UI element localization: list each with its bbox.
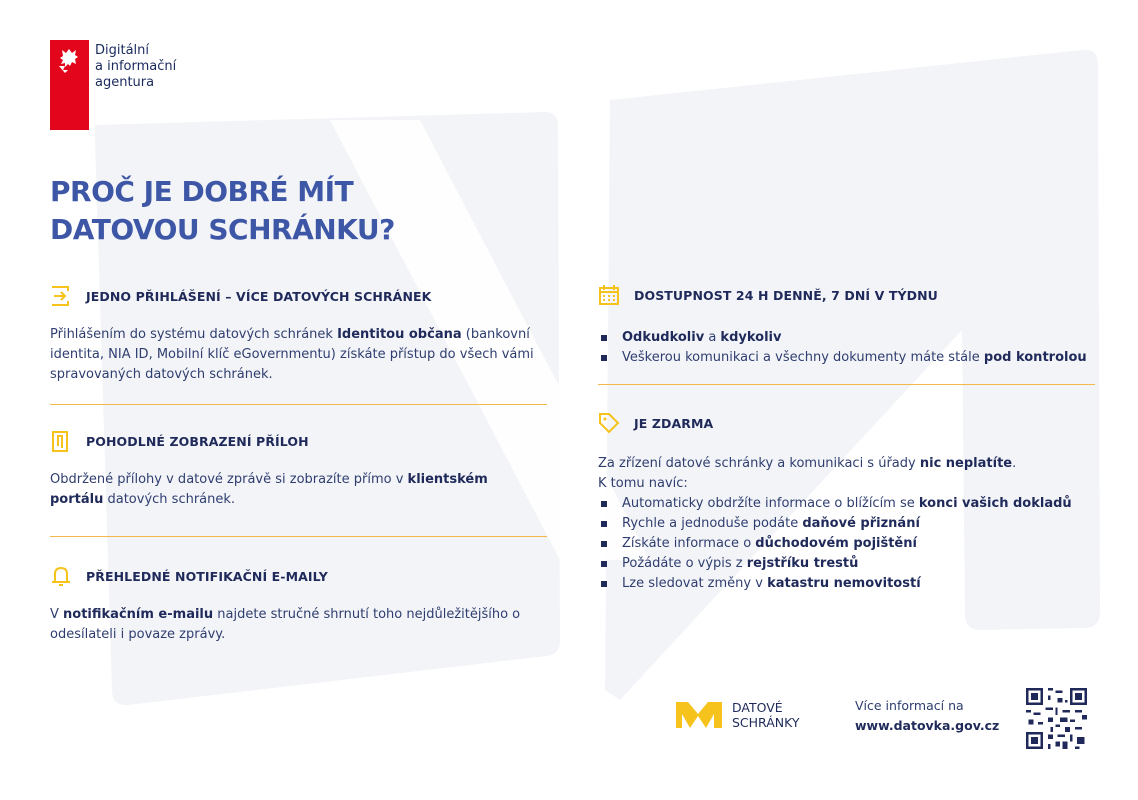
- list-item: [598, 348, 1098, 368]
- section-single-login-title: JEDNO PŘIHLÁŠENÍ – VÍCE DATOVÝCH SCHRÁNEK: [86, 288, 432, 304]
- text-bold: Odkudkoliv: [622, 330, 705, 345]
- divider: [598, 384, 1095, 385]
- text-bold: důchodovém pojištění: [755, 536, 917, 551]
- list-item: [598, 554, 1098, 574]
- text-bold: pod kontrolou: [983, 350, 1087, 365]
- text-part: V: [50, 607, 64, 622]
- section-notifications: [50, 565, 540, 645]
- text-part: (bankovní identita, NIA ID, Mobilní klíč eGovernmentu) získáte přístup do všech vámi spravovaných datových schránek.: [50, 327, 534, 382]
- datove-schranky-logo: [674, 700, 800, 730]
- bell-icon: [50, 565, 72, 587]
- text-part: datových schránek.: [103, 492, 236, 507]
- text-bold: konci vašich dokladů: [918, 496, 1072, 511]
- page-title-line1: PROČ JE DOBRÉ MÍT: [50, 175, 354, 208]
- list-item: [598, 574, 1098, 594]
- paperclip-icon: [50, 430, 72, 452]
- text-part: Lze sledovat změny v: [622, 576, 768, 591]
- section-availability: [598, 284, 1098, 368]
- datove-schranky-logo-icon: [674, 700, 724, 730]
- page-title: [50, 173, 395, 249]
- benefits-list: [598, 494, 1098, 594]
- more-info: [855, 696, 999, 736]
- text-part: Za zřízení datové schránky a komunikaci s úřady: [598, 456, 920, 471]
- text-part: Veškerou komunikaci a všechny dokumenty máte stále: [622, 350, 984, 365]
- section-attachments: [50, 430, 540, 510]
- list-item: [598, 534, 1098, 554]
- website-link[interactable]: www.datovka.gov.cz: [855, 718, 1000, 733]
- section-attachments-title: POHODLNÉ ZOBRAZENÍ PŘÍLOH: [86, 433, 309, 449]
- section-free: [598, 412, 1098, 594]
- text-bold: notifikačním e-mailu: [63, 607, 214, 622]
- section-free-text: [598, 454, 1098, 494]
- lion-emblem-icon: [50, 40, 89, 130]
- brand-line2: SCHRÁNKY: [732, 715, 800, 730]
- text-part: a: [704, 330, 721, 345]
- availability-list: [598, 328, 1098, 368]
- text-bold: klientském portálu: [50, 472, 488, 507]
- datove-schranky-wordmark: [732, 700, 800, 730]
- agency-name-line1: Digitální: [95, 43, 150, 58]
- text-bold: rejstříku trestů: [746, 556, 859, 571]
- page-title-line2: DATOVOU SCHRÁNKU?: [50, 213, 395, 246]
- text-part: Obdržené přílohy v datové zprávě si zobrazíte přímo v: [50, 472, 408, 487]
- text-part: Požádáte o výpis z: [622, 556, 747, 571]
- calendar-icon: [598, 284, 620, 306]
- text-part: Přihlášením do systému datových schránek: [50, 327, 338, 342]
- agency-name: [95, 43, 176, 91]
- section-free-title: JE ZDARMA: [634, 415, 714, 431]
- list-item: [598, 494, 1098, 514]
- brand-line1: DATOVÉ: [732, 700, 783, 715]
- section-notifications-title: PŘEHLEDNÉ NOTIFIKAČNÍ E-MAILY: [86, 568, 328, 584]
- text-bold: Identitou občana: [337, 327, 462, 342]
- text-part: najdete stručné shrnutí toho nejdůležitějšího o odesílateli i povaze zprávy.: [50, 607, 521, 642]
- text-bold: nic neplatíte: [919, 456, 1013, 471]
- section-single-login: [50, 285, 540, 385]
- price-tag-icon: [598, 412, 620, 434]
- agency-name-line3: agentura: [95, 75, 155, 90]
- section-single-login-text: [50, 325, 540, 385]
- text-part: Získáte informace o: [622, 536, 756, 551]
- more-info-label: Více informací na: [855, 698, 964, 713]
- divider: [50, 404, 547, 405]
- text-bold: katastru nemovitostí: [767, 576, 921, 591]
- qr-code-icon[interactable]: [1026, 688, 1087, 749]
- text-bold: kdykoliv: [720, 330, 782, 345]
- text-part: K tomu navíc:: [598, 476, 688, 491]
- login-arrow-icon: [50, 285, 72, 307]
- list-item: [598, 328, 1098, 348]
- section-availability-title: DOSTUPNOST 24 H DENNĚ, 7 DNÍ V TÝDNU: [634, 287, 938, 303]
- text-part: .: [1012, 456, 1017, 471]
- divider: [50, 536, 547, 537]
- text-bold: daňové přiznání: [802, 516, 920, 531]
- section-notifications-text: [50, 605, 530, 645]
- text-part: Rychle a jednoduše podáte: [622, 516, 803, 531]
- text-part: Automaticky obdržíte informace o blížícím se: [622, 496, 919, 511]
- section-attachments-text: [50, 470, 540, 510]
- agency-name-line2: a informační: [95, 59, 177, 74]
- list-item: [598, 514, 1098, 534]
